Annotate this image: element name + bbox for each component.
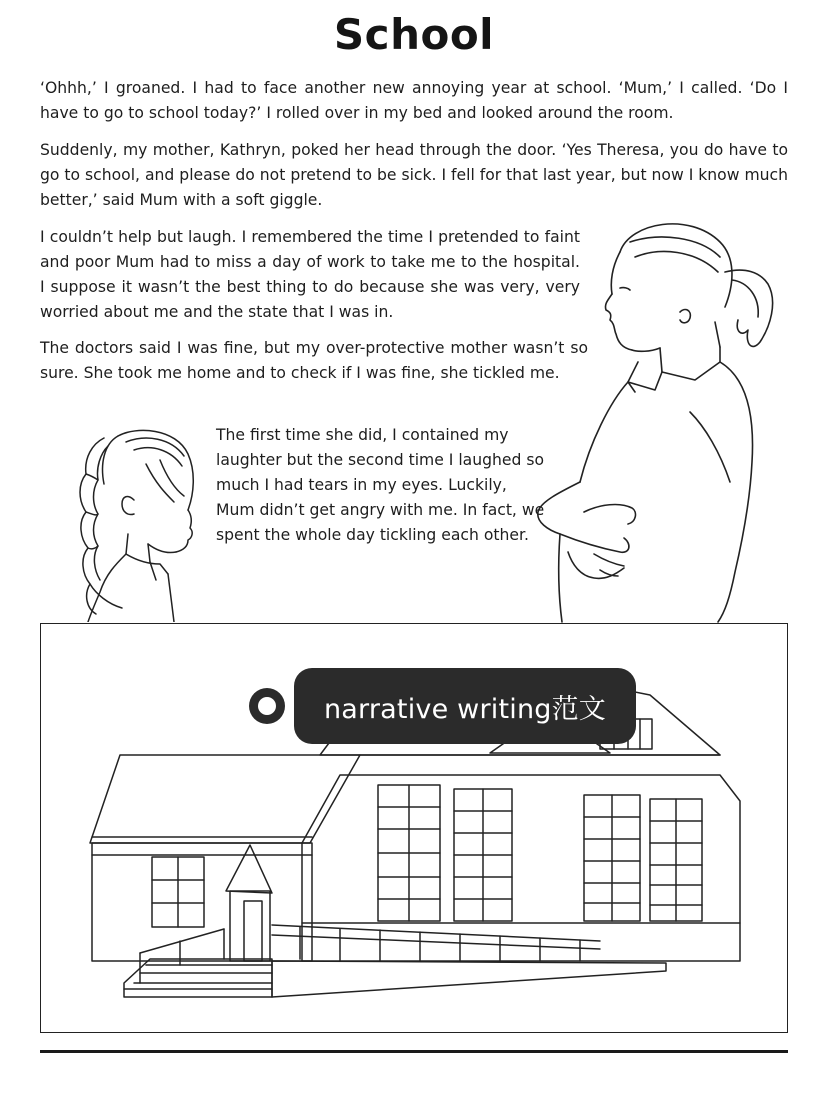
story-paragraph-5: The first time she did, I contained my laughter but the second time I laughed so much I had tears in my eyes. Luckily, Mum didn’t get angry with me. In fact, we spent the whole day tickling each other. [216, 426, 545, 544]
story-paragraph-2: Suddenly, my mother, Kathryn, poked her head through the door. ‘Yes Theresa, you do have to go to school, and please do not pretend to be sick. I fell for that last year, but now I know much better,’ said Mum with a soft giggle. [40, 141, 788, 209]
story-paragraph-1: ‘Ohhh,’ I groaned. I had to face another new annoying year at school. ‘Mum,’ I called. ‘Do I have to go to school today?’ I rolled over in my bed and looked around the room. [40, 79, 788, 122]
footer-divider [40, 1050, 788, 1053]
girl-illustration [56, 424, 206, 622]
badge-label: narrative writing范文 [323, 693, 606, 725]
mother-illustration [520, 212, 780, 624]
story-paragraph-3: I couldn’t help but laugh. I remembered the time I pretended to faint and poor Mum had to miss a day of work to take me to the hospital. I suppose it wasn’t the best thing to do because she was very, very worried about me and the state that I was in. [40, 228, 580, 321]
record-dot-icon [249, 688, 285, 724]
story-paragraph-4: The doctors said I was fine, but my over-protective mother wasn’t so sure. She took me home and to check if I was fine, she tickled me. [40, 339, 588, 382]
narrative-writing-badge[interactable] [294, 668, 636, 744]
page-title: School [333, 10, 495, 59]
